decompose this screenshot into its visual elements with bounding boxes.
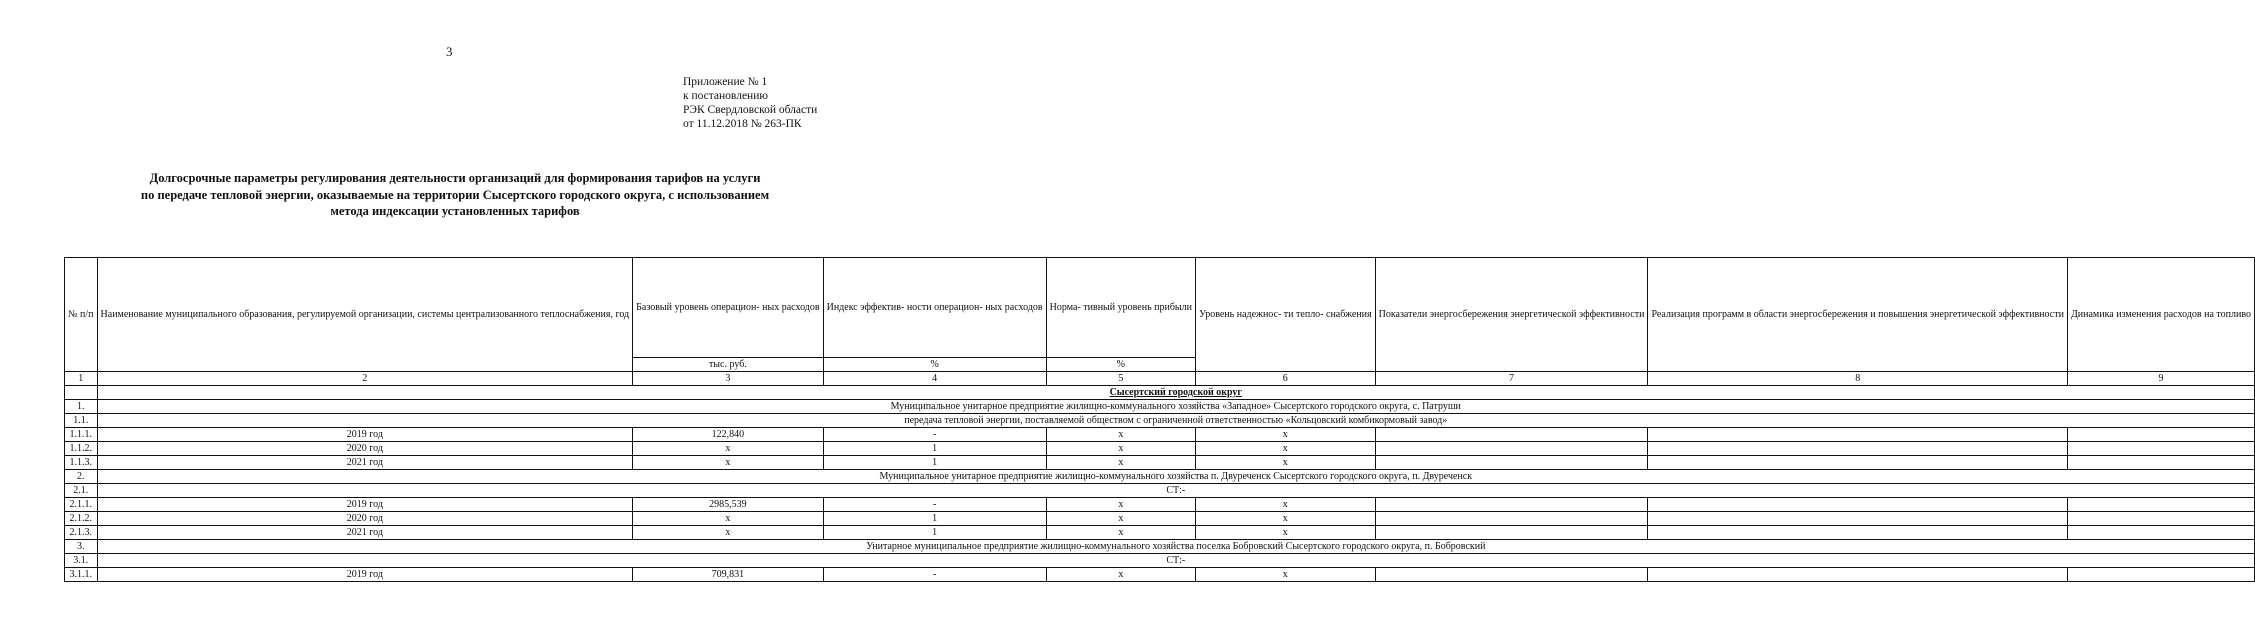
row-number: 2.1.1. bbox=[65, 498, 98, 512]
row-number: 2.1.3. bbox=[65, 526, 98, 540]
cell-energy-saving bbox=[1375, 526, 1648, 540]
header-profit-level: Норма- тивный уровень прибыли bbox=[1046, 258, 1195, 358]
cell-profit-level: х bbox=[1046, 512, 1195, 526]
header-name: Наименование муниципального образования, регулируемой организации, системы централизованного теплоснабжения, год bbox=[97, 258, 633, 372]
cell-programs bbox=[1648, 428, 2068, 442]
unit-base-opex: тыс. руб. bbox=[633, 358, 823, 372]
cell-efficiency-index: - bbox=[823, 428, 1046, 442]
table-row bbox=[65, 512, 2255, 526]
table-row bbox=[65, 526, 2255, 540]
cell-programs bbox=[1648, 498, 2068, 512]
cell-reliability: х bbox=[1196, 512, 1376, 526]
parameters-table bbox=[64, 257, 2255, 582]
column-number: 7 bbox=[1375, 372, 1648, 386]
header-reliability: Уровень надежнос- ти тепло- снабжения bbox=[1196, 258, 1376, 372]
column-number: 1 bbox=[65, 372, 98, 386]
title-line: метода индексации установленных тарифов bbox=[330, 204, 580, 218]
okrug-name: Сысертский городской округ bbox=[97, 386, 2254, 400]
table-row bbox=[65, 456, 2255, 470]
table-row bbox=[65, 428, 2255, 442]
row-year: 2019 год bbox=[97, 428, 633, 442]
cell-energy-saving bbox=[1375, 456, 1648, 470]
cell-reliability: х bbox=[1196, 456, 1376, 470]
table-row bbox=[65, 414, 2255, 428]
cell-efficiency-index: 1 bbox=[823, 526, 1046, 540]
header-energy-saving: Показатели энергосбережения энергетической эффективности bbox=[1375, 258, 1648, 372]
cell-programs bbox=[1648, 526, 2068, 540]
row-description: СТ:- bbox=[97, 554, 2254, 568]
page-number: 3 bbox=[446, 44, 453, 59]
row-number: 1.1.1. bbox=[65, 428, 98, 442]
header-fuel-dynamics: Динамика изменения расходов на топливо bbox=[2067, 258, 2254, 372]
row-number: 1.1.2. bbox=[65, 442, 98, 456]
column-number: 3 bbox=[633, 372, 823, 386]
unit-profit-level: % bbox=[1046, 358, 1195, 372]
column-number: 2 bbox=[97, 372, 633, 386]
row-description: передача тепловой энергии, поставляемой обществом с ограниченной ответственностью «Кольцовский комбикормовый завод» bbox=[97, 414, 2254, 428]
cell-efficiency-index: - bbox=[823, 568, 1046, 582]
cell-base-opex: 2985,539 bbox=[633, 498, 823, 512]
appendix-line: от 11.12.2018 № 263-ПК bbox=[683, 118, 802, 130]
title-line: по передаче тепловой энергии, оказываемые на территории Сысертского городского округа, с использованием bbox=[140, 187, 770, 202]
header-base-opex: Базовый уровень операцион- ных расходов bbox=[633, 258, 823, 358]
header-programs: Реализация программ в области энергосбережения и повышения энергетической эффективности bbox=[1648, 258, 2068, 372]
table-header-row bbox=[65, 258, 2255, 358]
appendix-note bbox=[683, 75, 817, 131]
cell-programs bbox=[1648, 568, 2068, 582]
cell-profit-level: х bbox=[1046, 526, 1195, 540]
column-number: 9 bbox=[2067, 372, 2254, 386]
table-row bbox=[65, 568, 2255, 582]
appendix-line: к постановлению bbox=[683, 90, 768, 102]
row-number: 3.1. bbox=[65, 554, 98, 568]
cell-energy-saving bbox=[1375, 442, 1648, 456]
row-number: 1. bbox=[65, 400, 98, 414]
table-row bbox=[65, 470, 2255, 484]
cell-energy-saving bbox=[1375, 568, 1648, 582]
cell-fuel-dynamics bbox=[2067, 456, 2254, 470]
row-number: 1.1. bbox=[65, 414, 98, 428]
row-description: СТ:- bbox=[97, 484, 2254, 498]
cell-fuel-dynamics bbox=[2067, 512, 2254, 526]
appendix-line: РЭК Свердловской области bbox=[683, 104, 818, 116]
cell-fuel-dynamics bbox=[2067, 526, 2254, 540]
row-number: 3. bbox=[65, 540, 98, 554]
cell-programs bbox=[1648, 442, 2068, 456]
row-year: 2020 год bbox=[97, 512, 633, 526]
row-number: 1.1.3. bbox=[65, 456, 98, 470]
cell-fuel-dynamics bbox=[2067, 498, 2254, 512]
cell-reliability: х bbox=[1196, 428, 1376, 442]
cell-energy-saving bbox=[1375, 512, 1648, 526]
cell-base-opex: 709,831 bbox=[633, 568, 823, 582]
column-number: 5 bbox=[1046, 372, 1195, 386]
row-description: Муниципальное унитарное предприятие жилищно-коммунального хозяйства «Западное» Сысертского городского округа, с. Патруши bbox=[97, 400, 2254, 414]
unit-efficiency-index: % bbox=[823, 358, 1046, 372]
row-year: 2021 год bbox=[97, 526, 633, 540]
cell-fuel-dynamics bbox=[2067, 442, 2254, 456]
row-number: 3.1.1. bbox=[65, 568, 98, 582]
column-number: 6 bbox=[1196, 372, 1376, 386]
appendix-line: Приложение № 1 bbox=[683, 76, 768, 88]
cell-base-opex: х bbox=[633, 512, 823, 526]
cell-efficiency-index: 1 bbox=[823, 456, 1046, 470]
row-description: Унитарное муниципальное предприятие жилищно-коммунального хозяйства поселка Бобровский Сысертского городского округа, п. Бобровский bbox=[97, 540, 2254, 554]
cell-programs bbox=[1648, 456, 2068, 470]
cell-energy-saving bbox=[1375, 428, 1648, 442]
okrug-row bbox=[65, 386, 2255, 400]
table-row bbox=[65, 540, 2255, 554]
row-number: 2. bbox=[65, 470, 98, 484]
cell-profit-level: х bbox=[1046, 428, 1195, 442]
table-row bbox=[65, 554, 2255, 568]
header-efficiency-index: Индекс эффектив- ности операцион- ных расходов bbox=[823, 258, 1046, 358]
cell-profit-level: х bbox=[1046, 456, 1195, 470]
table-row bbox=[65, 484, 2255, 498]
cell-reliability: х bbox=[1196, 526, 1376, 540]
row-year: 2019 год bbox=[97, 498, 633, 512]
empty-cell bbox=[65, 386, 98, 400]
cell-reliability: х bbox=[1196, 498, 1376, 512]
title-line: Долгосрочные параметры регулирования деятельности организаций для формирования тарифов на услуги bbox=[149, 171, 761, 185]
cell-profit-level: х bbox=[1046, 498, 1195, 512]
cell-base-opex: 122,840 bbox=[633, 428, 823, 442]
cell-base-opex: х bbox=[633, 442, 823, 456]
column-number: 4 bbox=[823, 372, 1046, 386]
cell-reliability: х bbox=[1196, 442, 1376, 456]
column-numbers-row bbox=[65, 372, 2255, 386]
cell-energy-saving bbox=[1375, 498, 1648, 512]
cell-efficiency-index: 1 bbox=[823, 442, 1046, 456]
cell-base-opex: х bbox=[633, 526, 823, 540]
header-num: № п/п bbox=[65, 258, 98, 372]
row-year: 2019 год bbox=[97, 568, 633, 582]
row-number: 2.1.2. bbox=[65, 512, 98, 526]
cell-efficiency-index: 1 bbox=[823, 512, 1046, 526]
cell-fuel-dynamics bbox=[2067, 428, 2254, 442]
table-row bbox=[65, 442, 2255, 456]
cell-efficiency-index: - bbox=[823, 498, 1046, 512]
row-number: 2.1. bbox=[65, 484, 98, 498]
cell-programs bbox=[1648, 512, 2068, 526]
row-year: 2021 год bbox=[97, 456, 633, 470]
document-title bbox=[40, 170, 870, 220]
column-number: 8 bbox=[1648, 372, 2068, 386]
row-year: 2020 год bbox=[97, 442, 633, 456]
cell-profit-level: х bbox=[1046, 442, 1195, 456]
table-row bbox=[65, 498, 2255, 512]
row-description: Муниципальное унитарное предприятие жилищно-коммунального хозяйства п. Двуреченск Сысертского городского округа, п. Двуреченск bbox=[97, 470, 2254, 484]
table-row bbox=[65, 400, 2255, 414]
cell-profit-level: х bbox=[1046, 568, 1195, 582]
cell-fuel-dynamics bbox=[2067, 568, 2254, 582]
cell-reliability: х bbox=[1196, 568, 1376, 582]
cell-base-opex: х bbox=[633, 456, 823, 470]
